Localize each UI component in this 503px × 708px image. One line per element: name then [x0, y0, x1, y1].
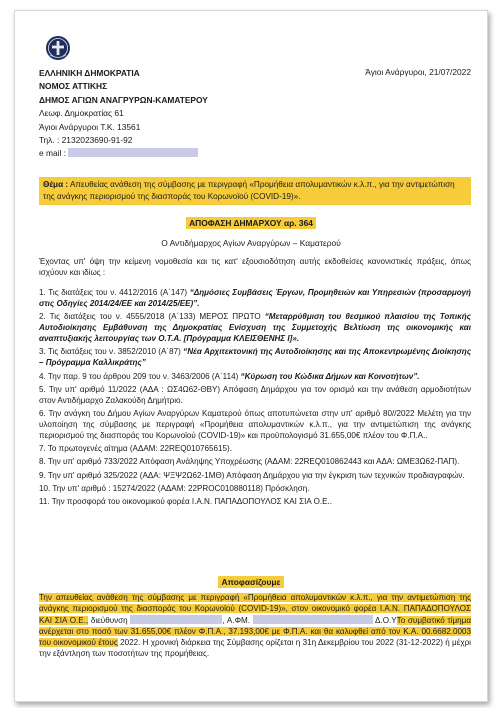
considerations-list: [39, 288, 471, 511]
decides-heading-text: Αποφασίζουμε: [218, 576, 283, 588]
email-redaction: [68, 148, 198, 157]
authority-line: Ο Αντιδήμαρχος Αγίων Αναργύρων – Καματερού: [161, 238, 341, 248]
afm-redaction: [253, 615, 373, 624]
subject-text: Απευθείας ανάθεση της σύμβασης με περιγραφή «Προμήθεια απολυμαντικών κ.λ.π., για την αντιμετώπιση της ανάγκης περιορισμού της διασποράς του Κορωνοϊού (COVID-19)».: [43, 180, 455, 201]
intro-paragraph: Έχοντας υπ' όψη την κείμενη νομοθεσία και τις κατ' εξουσιοδότηση αυτής εκδοθείσες κανονιστικές πράξεις, όπως ισχύουν και ιδίως :: [39, 257, 471, 277]
list-item: 7. Το πρωτογενές αίτημα (ΑΔΑΜ: 22REQ010765615).: [39, 444, 232, 454]
decision-text: Την απευθείας ανάθεση της σύμβασης με περιγραφή «Προμήθεια απολυμαντικών κ.λ.π., για την αντιμετώπιση της ανάγκης περιορισμού της διασποράς του Κορωνοϊού (COVID-19)», στον οικονομικό φορέα Ι.Α.Ν. ΠΑΠΑΔΟΠΟΥΛΟΣ ΚΑΙ ΣΙΑ Ο.Ε.,: [39, 593, 471, 625]
email-label: e mail :: [39, 148, 66, 159]
decision-title-text: ΑΠΟΦΑΣΗ ΔΗΜΑΡΧΟΥ αρ. 364: [186, 217, 316, 229]
list-item: 8. Την υπ' αριθμό 733/2022 Απόφαση Ανάληψης Υποχρέωσης (ΑΔΑΜ: 22REQ010862443 και ΑΔΑ: ΩΜΕ3Ω62-ΠΑΠ).: [39, 457, 460, 467]
decides-heading: [15, 577, 487, 587]
list-item: 6. Την ανάγκη του Δήμου Αγίων Αναργύρων Καματερού όπως αποτυπώνεται στην υπ' αριθμό 80//2022 Μελέτη για την υλοποίηση της σύμβασης με περιγραφή «Προμήθεια απολυμαντικών κ.λ.π., για την αντιμετώπιση της ανάγκης περιορισμού της διασποράς του Κορωνοϊού (COVID-19)» και προϋπολογισμό 31.655,00€ πλέον του Φ.Π.Α..: [39, 409, 471, 440]
address-line: Λεωφ. Δημοκρατίας 61: [39, 108, 124, 119]
contract-price-text: Το συμβατικό τίμημα ανέρχεται στο ποσό των 31.655,00€ πλέον Φ.Π.Α., 37.193,00€ με Φ.Π.Α. και θα καλυφθεί από τον Κ.Α. 00.6682.0003 του οικονομικού έτους: [39, 615, 472, 647]
subject-label: Θέμα :: [43, 180, 69, 189]
org-line: ΝΟΜΟΣ ΑΤΤΙΚΗΣ: [39, 81, 108, 92]
list-item: 9. Την υπ' αριθμό 325/2022 (ΑΔΑ: ΨΞΨ2Ω62-1ΜΘ) Απόφαση Δημάρχου για την έγκριση των τεχνικών προδιαγραφών.: [39, 470, 465, 480]
issuer-block: [39, 67, 208, 161]
list-item: 10. Την υπ' αριθμό : 15274/2022 (ΑΔΑΜ: 22PROC010880118) Πρόσκληση.: [39, 484, 310, 494]
subject-box: [39, 177, 471, 205]
list-item: 4. Την παρ. 9 του άρθρου 209 του ν. 3463/2006 (Α΄114) “Κύρωση του Κώδικα Δήμων και Κοινοτήτων”.: [39, 371, 420, 381]
list-item: 5. Την υπ' αριθμό 11/2022 (ΑΔΑ : ΩΣ4Ω62-ΘΒΥ) Απόφαση Δημάρχου για τον ορισμό και την ανάθεση αρμοδιοτήτων στον Αντιδήμαρχο Ζαλακούδη Δημήτριο.: [39, 384, 471, 405]
address-redaction: [130, 615, 222, 624]
greek-emblem-icon: [45, 35, 71, 61]
org-line: ΔΗΜΟΣ ΑΓΙΩΝ ΑΝΑΓΡΥΡΩΝ-ΚΑΜΑΤΕΡΟΥ: [39, 94, 208, 105]
document-date: Άγιοι Ανάργυροι, 21/07/2022: [365, 67, 471, 77]
email-line: [39, 147, 208, 160]
list-item: 2. Τις διατάξεις του ν. 4555/2018 (Α΄133) ΜΕΡΟΣ ΠΡΩΤΟ “Μεταρρύθμιση του θεσμικού πλαισίου της Τοπικής Αυτοδιοίκησης Εμβάθυνση της Δημοκρατίας Ενίσχυση της Συμμετοχής Βελτίωση της οικονομικής και αναπτυξιακής λειτουργίας των Ο.Τ.Α. [Πρόγραμμα ΚΛΕΙΣΘΕΝΗΣ Ι]».: [39, 312, 471, 344]
decision-paragraph: Την απευθείας ανάθεση της σύμβασης με περιγραφή «Προμήθεια απολυμαντικών κ.λ.π., για την αντιμετώπιση της ανάγκης περιορισμού της διασποράς του Κορωνοϊού (COVID-19)», στον οικονομικό φορέα Ι.Α.Ν. ΠΑΠΑΔΟΠΟΥΛΟΣ ΚΑΙ ΣΙΑ Ο.Ε., διεύθυνση , Α.ΦΜ. Δ.Ο.ΥΤο συμβατικό τίμημα ανέρχεται στο ποσό των 31.655,00€ πλέον Φ.Π.Α., 37.193,00€ με Φ.Π.Α. και θα καλυφθεί από τον Κ.Α. 00.6682.0003 του οικονομικού έτους 2022. Η χρονική διάρκεια της Σύμβασης ορίζεται η 31η Δεκεμβρίου του 2022 (31-12-2022) ή μέχρι την εξάντληση των ποσοτήτων της προμήθειας.: [39, 593, 472, 658]
address-line: Άγιοι Ανάργυροι Τ.Κ. 13561: [39, 121, 141, 132]
list-item: 11. Την προσφορά του οικονομικού φορέα Ι.Α.Ν. ΠΑΠΑΔΟΠΟΥΛΟΣ ΚΑΙ ΣΙΑ Ο.Ε..: [39, 497, 333, 507]
list-item: 1. Τις διατάξεις του ν. 4412/2016 (Α΄147) “Δημόσιες Συμβάσεις Έργων, Προμηθειών και Υπηρεσιών (προσαρμογή στις Οδηγίες 2014/24/ΕΕ και 2014/25/ΕΕ)”.: [39, 288, 471, 308]
decision-title: [15, 218, 487, 228]
document-page: [14, 10, 488, 702]
list-item: 3. Τις διατάξεις του ν. 3852/2010 (Α΄87) “Νέα Αρχιτεκτονική της Αυτοδιοίκησης και της Αποκεντρωμένης Διοίκησης – Πρόγραμμα Καλλικράτης”: [39, 347, 472, 368]
address-line: Τηλ. : 2132023690-91-92: [39, 135, 133, 146]
org-line: ΕΛΛΗΝΙΚΗ ΔΗΜΟΚΡΑΤΙΑ: [39, 68, 140, 78]
